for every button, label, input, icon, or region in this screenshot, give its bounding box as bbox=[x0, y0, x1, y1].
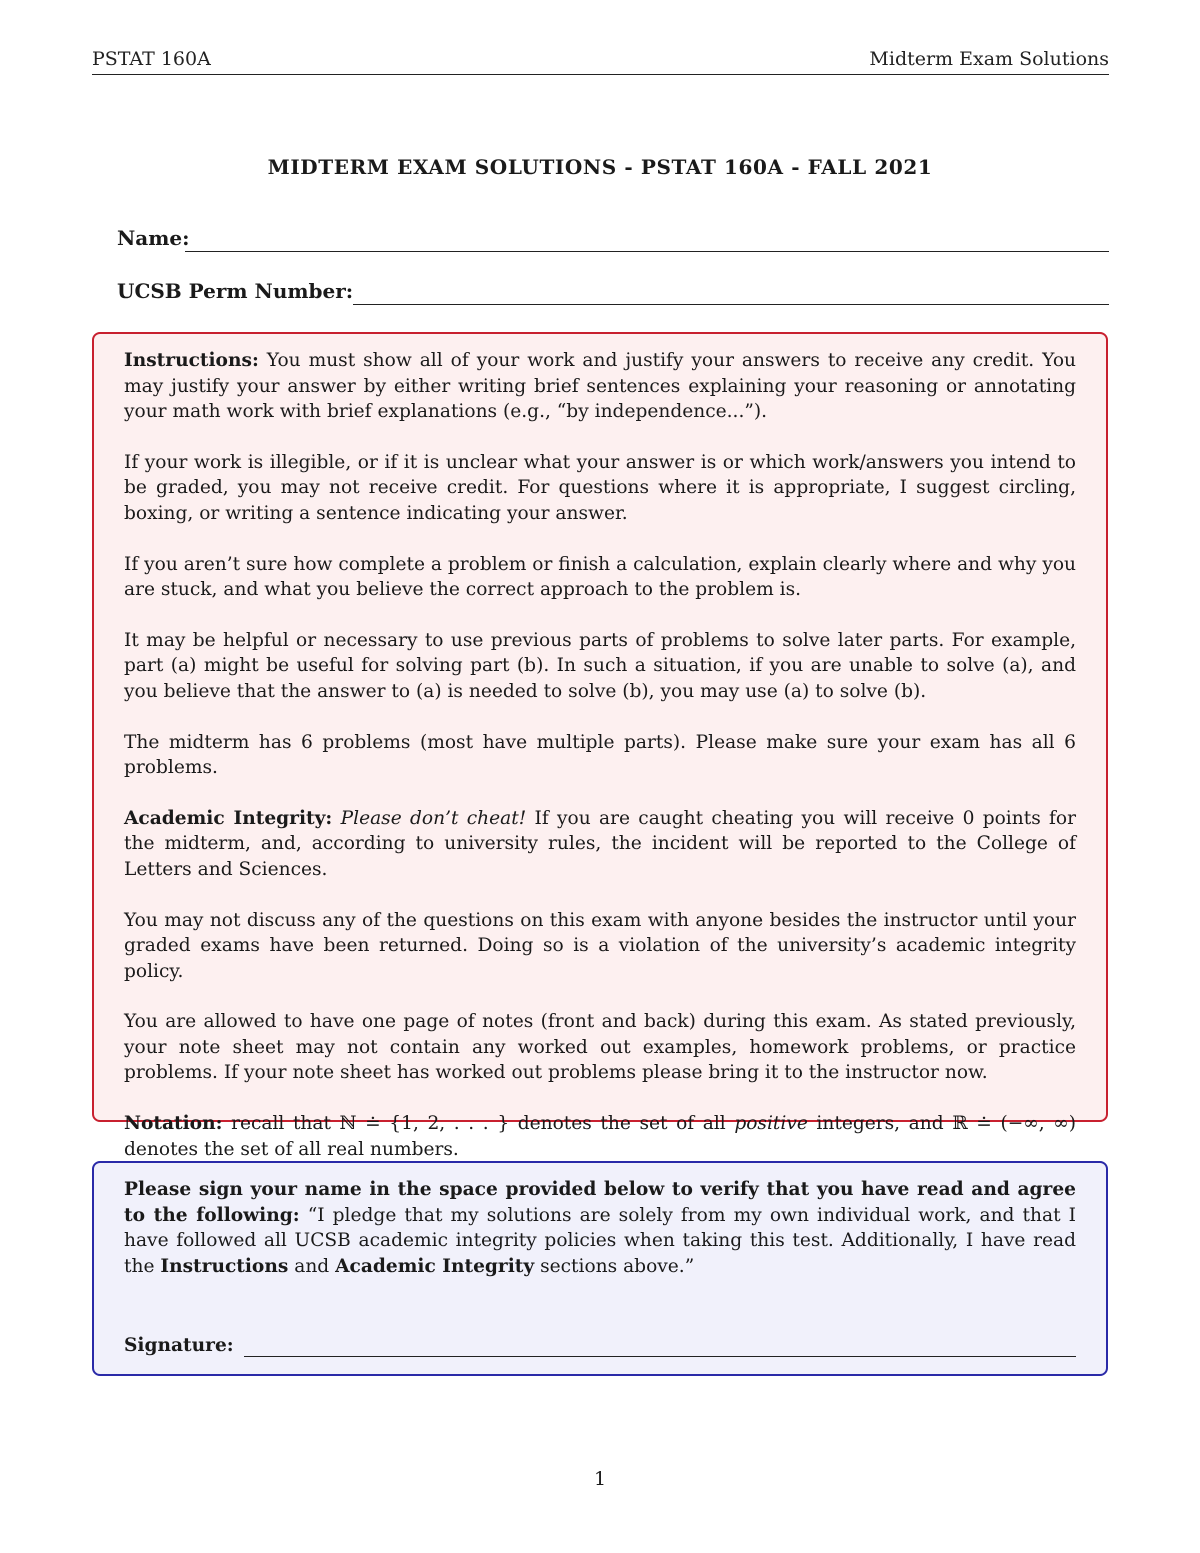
notation-paragraph: Notation: recall that ℕ ≐ {1, 2, . . . } denotes the set of all positive integers, and ℝ ≐ (−∞, ∞) denotes the set of all real numbers. bbox=[124, 1113, 1077, 1160]
notation-heading: Notation: bbox=[124, 1113, 223, 1135]
academic-integrity-paragraph: Academic Integrity: Please don’t cheat! If you are caught cheating you will receive 0 points for the midterm, and, according to university rules, the incident will be reported to the College of Letters and Sciences. bbox=[124, 807, 1077, 880]
perm-number-line[interactable] bbox=[353, 304, 1109, 305]
stuck-paragraph: If you aren’t sure how complete a problem or finish a calculation, explain clearly where and why you are stuck, and what you believe the correct approach to the problem is. bbox=[124, 553, 1076, 601]
signature-label: Signature: bbox=[124, 1335, 234, 1356]
problem-count-paragraph: The midterm has 6 problems (most have multiple parts). Please make sure your exam has all 6 problems. bbox=[124, 731, 1076, 779]
page-number: 1 bbox=[593, 1468, 607, 1490]
instructions-paragraph: Instructions: You must show all of your work and justify your answers to receive any credit. You may justify your answer by either writing brief sentences explaining your reasoning or annotating your math work with brief explanations (e.g., “by independence...”). bbox=[124, 350, 1076, 423]
previous-parts-paragraph: It may be helpful or necessary to use previous parts of problems to solve later parts. For example, part (a) might be useful for solving part (b). In such a situation, if you are unable to solve (a), and you believe that the answer to (a) is needed to solve (b), you may use (a) to solve (b). bbox=[124, 629, 1076, 702]
discussion-paragraph: You may not discuss any of the questions on this exam with anyone besides the instructor until your graded exams have been returned. Doing so is a violation of the university’s academic integrity policy. bbox=[124, 909, 1076, 982]
academic-integrity-heading: Academic Integrity: bbox=[124, 807, 333, 829]
instructions-heading: Instructions: bbox=[124, 350, 259, 371]
name-line[interactable] bbox=[185, 251, 1109, 252]
document-type: Midterm Exam Solutions bbox=[869, 48, 1109, 70]
course-code: PSTAT 160A bbox=[92, 48, 211, 70]
pledge-box bbox=[92, 1161, 1108, 1376]
instructions-box bbox=[92, 332, 1108, 1160]
name-field[interactable] bbox=[117, 226, 1109, 256]
signature-line[interactable] bbox=[244, 1356, 1076, 1357]
page-title: MIDTERM EXAM SOLUTIONS - PSTAT 160A - FALL 2021 bbox=[267, 155, 933, 179]
page-header bbox=[92, 48, 1109, 75]
perm-number-label: UCSB Perm Number: bbox=[117, 279, 354, 303]
perm-number-field[interactable] bbox=[117, 279, 1109, 309]
legibility-paragraph: If your work is illegible, or if it is unclear what your answer is or which work/answers you intend to be graded, you may not receive credit. For questions where it is appropriate, I suggest circling, boxing, or writing a sentence indicating your answer. bbox=[124, 451, 1076, 524]
name-label: Name: bbox=[117, 226, 190, 250]
pledge-paragraph: Please sign your name in the space provided below to verify that you have read and agree to the following: “I pledge that my solutions are solely from my own individual work, and that I have followed all UCSB academic integrity policies when taking this test. Additionally, I have read the Instructions and Academic Integrity sections above.” bbox=[124, 1179, 1076, 1277]
notes-paragraph: You are allowed to have one page of notes (front and back) during this exam. As stated previously, your note sheet may not contain any worked out examples, homework problems, or practice problems. If your note sheet has worked out problems please bring it to the instructor now. bbox=[124, 1011, 1076, 1084]
signature-field[interactable] bbox=[124, 1333, 1076, 1363]
